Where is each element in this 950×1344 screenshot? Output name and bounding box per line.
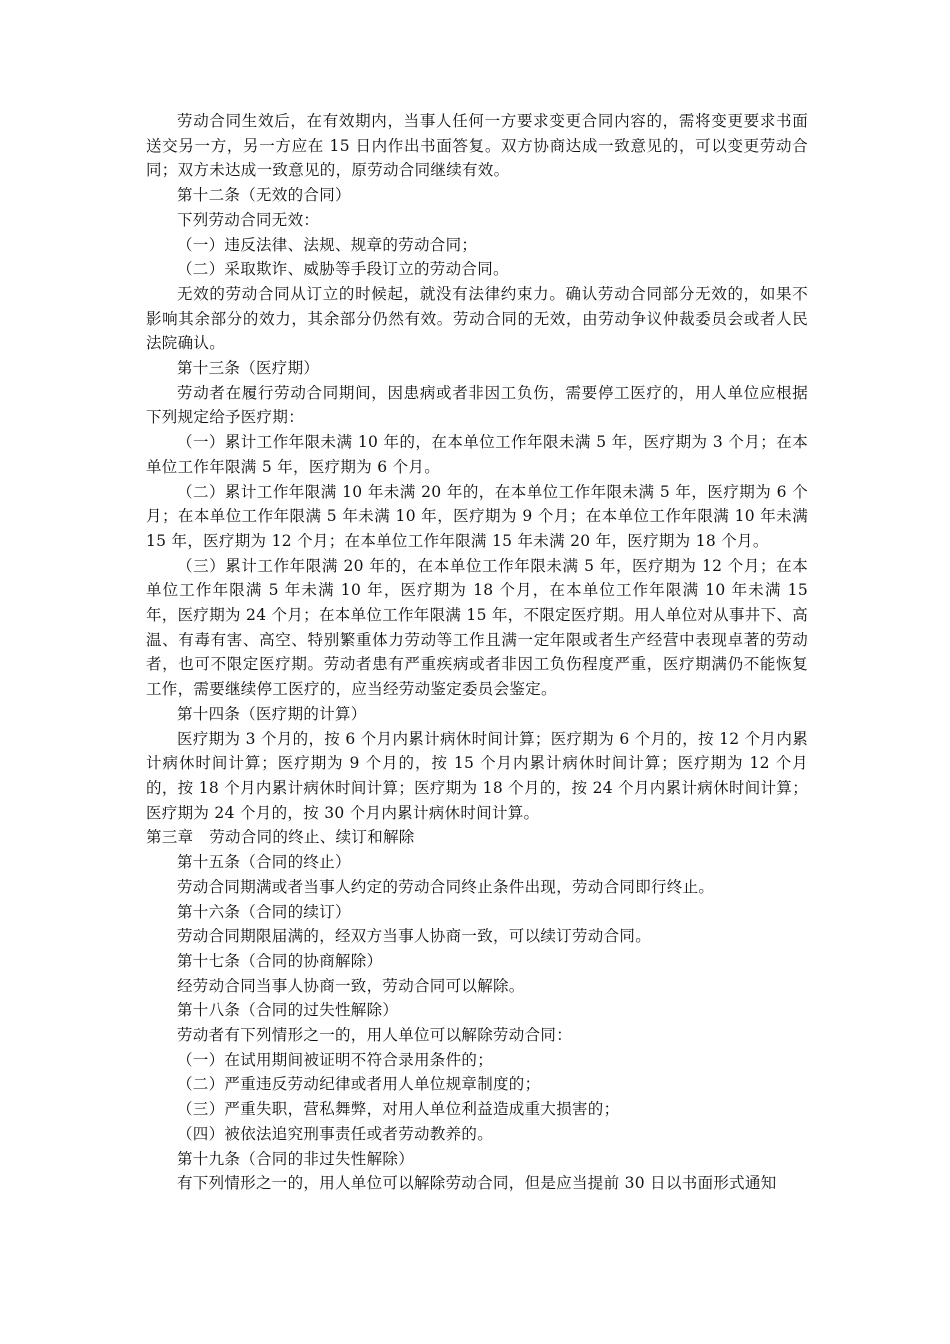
paragraph-medical-calculation: 医疗期为 3 个月的，按 6 个月内累计病休时间计算；医疗期为 6 个月的，按 12 个月内累计病休时间计算；医疗期为 9 个月的，按 15 个月内累计病休时间计算；医疗期为 12 个月的，按 18 个月内累计病休时间计算；医疗期为 18 个月的，按 24 个月内累计病休时间计算；医疗期为 24 个月的，按 30 个月内累计病休时间计算。 [146,729,808,822]
list-item-medical-3: （三）累计工作年限满 20 年的，在本单位工作年限未满 5 年，医疗期为 12 个月；在本单位工作年限满 5 年未满 10 年，医疗期为 18 个月，在本单位工作年限满 10 年未满 15 年，医疗期为 24 个月；在本单位工作年限满 15 年，不限定医疗期。用人单位对从事井下、高温、有毒有害、高空、特别繁重体力劳动等工作且满一定年限或者生产经营中表现卓著的劳动者，也可不限定医疗期。劳动者患有严重疾病或者非因工负伤程度严重，医疗期满仍不能恢复工作，需要继续停工医疗的，应当经劳动鉴定委员会鉴定。 [146,556,808,699]
list-item-fault-2: （二）严重违反劳动纪律或者用人单位规章制度的； [177,1075,541,1094]
chapter-3-heading: 第三章 劳动合同的终止、续订和解除 [146,828,415,847]
paragraph-invalid-effect: 无效的劳动合同从订立的时候起，就没有法律约束力。确认劳动合同部分无效的，如果不影响其余部分的效力，其余部分仍然有效。劳动合同的无效，由劳动争议仲裁委员会或者人民法院确认。 [146,284,808,353]
article-15-heading: 第十五条（合同的终止） [177,853,351,872]
list-item-fault-4: （四）被依法追究刑事责任或者劳动教养的。 [177,1124,494,1143]
list-item-medical-2: （二）累计工作年限满 10 年未满 20 年的，在本单位工作年限未满 5 年，医疗期为 6 个月；在本单位工作年限满 5 年未满 10 年，医疗期为 9 个月；在本单位工作年限满 10 年未满 15 年，医疗期为 12 个月；在本单位工作年限满 15 年未满 20 年，医疗期为 18 个月。 [146,482,808,550]
article-14-heading: 第十四条（医疗期的计算） [177,704,367,723]
document-page [146,109,808,1196]
paragraph-non-fault-dissolution: 有下列情形之一的，用人单位可以解除劳动合同，但是应当提前 30 日以书面形式通知 [177,1174,777,1193]
paragraph-renewal: 劳动合同期限届满的，经双方当事人协商一致，可以续订劳动合同。 [177,927,652,946]
article-17-heading: 第十七条（合同的协商解除） [177,951,383,970]
paragraph-invalid-contracts-intro: 下列劳动合同无效： [177,210,320,229]
list-item-fault-3: （三）严重失职，营私舞弊，对用人单位利益造成重大损害的； [177,1100,620,1119]
list-item-medical-1: （一）累计工作年限未满 10 年的，在本单位工作年限未满 5 年，医疗期为 3 个月；在本单位工作年限满 5 年，医疗期为 6 个月。 [146,433,808,476]
list-item-invalid-2: （二）采取欺诈、威胁等手段订立的劳动合同。 [177,260,509,279]
paragraph-medical-period-intro: 劳动者在履行劳动合同期间，因患病或者非因工负伤，需要停工医疗的，用人单位应根据下列规定给予医疗期： [146,383,808,427]
list-item-fault-1: （一）在试用期间被证明不符合录用条件的； [177,1050,494,1069]
article-19-heading: 第十九条（合同的非过失性解除） [177,1149,415,1168]
article-16-heading: 第十六条（合同的续订） [177,902,351,921]
list-item-invalid-1: （一）违反法律、法规、规章的劳动合同； [177,235,478,254]
paragraph-fault-dissolution-intro: 劳动者有下列情形之一的，用人单位可以解除劳动合同： [177,1026,573,1045]
article-18-heading: 第十八条（合同的过失性解除） [177,1001,399,1020]
paragraph-negotiated-dissolution: 经劳动合同当事人协商一致，劳动合同可以解除。 [177,976,525,995]
article-13-heading: 第十三条（医疗期） [177,359,320,378]
paragraph-contract-change: 劳动合同生效后，在有效期内，当事人任何一方要求变更合同内容的，需将变更要求书面送交另一方，另一方应在 15 日内作出书面答复。双方协商达成一致意见的，可以变更劳动合同；双方未达成一致意见的，原劳动合同继续有效。 [146,112,808,180]
paragraph-termination: 劳动合同期满或者当事人约定的劳动合同终止条件出现，劳动合同即行终止。 [177,877,715,896]
article-12-heading: 第十二条（无效的合同） [177,186,351,205]
